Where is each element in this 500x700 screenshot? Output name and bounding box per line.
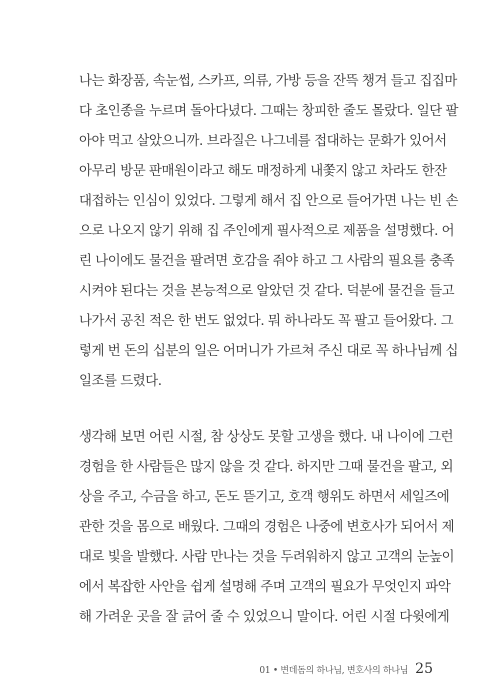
running-head: 01 • 변데돔의 하나님, 변호사의 하나님 <box>259 666 409 676</box>
text-line: 경험을 한 사람들은 많지 않을 것 같다. 하지만 그때 물건을 팔고, 외 <box>79 460 454 475</box>
text-line: 관한 것을 몸으로 배웠다. 그때의 경험은 나중에 변호사가 되어서 제 <box>79 520 455 535</box>
text-line: 나가서 공친 적은 한 번도 없었다. 뭐 하나라도 꼭 팔고 들어왔다. 그 <box>79 314 454 329</box>
text-line: 에서 복잡한 사안을 쉽게 설명해 주며 고객의 필요가 무엇인지 파악 <box>79 580 451 595</box>
text-line: 상을 주고, 수금을 하고, 돈도 뜯기고, 호객 행위도 하면서 세일즈에 <box>79 490 450 505</box>
text-line: 해 가려운 곳을 잘 긁어 줄 수 있었으니 말이다. 어린 시절 다윗에게 <box>79 610 450 625</box>
paragraph-1 <box>79 67 458 397</box>
text-line: 일조를 드렸다. <box>79 374 162 389</box>
text-line: 대로 빛을 발했다. 사람 만나는 것을 두려워하지 않고 고객의 눈높이 <box>79 550 455 565</box>
text-line: 렇게 번 돈의 십분의 일은 어머니가 가르쳐 주신 대로 꼭 하나님께 십 <box>79 344 458 359</box>
text-line: 다 초인종을 누르며 돌아다녔다. 그때는 창피한 줄도 몰랐다. 일단 팔 <box>79 104 458 119</box>
body-text <box>79 67 458 633</box>
text-line: 생각해 보면 어린 시절, 참 상상도 못할 고생을 했다. 내 나이에 그런 <box>79 430 454 445</box>
text-line: 시켜야 된다는 것을 본능적으로 알았던 것 같다. 덕분에 물건을 들고 <box>79 284 455 299</box>
text-line: 린 나이에도 물건을 팔려면 호감을 줘야 하고 그 사람의 필요를 충족 <box>79 254 455 269</box>
page-number: 25 <box>415 661 433 677</box>
text-line: 으로 나오지 않기 위해 집 주인에게 필사적으로 제품을 설명했다. 어 <box>79 224 455 239</box>
text-line: 나는 화장품, 속눈썹, 스카프, 의류, 가방 등을 잔뜩 챙겨 들고 집집마 <box>79 74 457 89</box>
page-footer <box>259 661 433 683</box>
text-line: 아무리 방문 판매원이라고 해도 매정하게 내쫓지 않고 차라도 한잔 <box>79 164 447 179</box>
text-line: 아야 먹고 살았으니까. 브라질은 나그네를 접대하는 문화가 있어서 <box>79 134 447 149</box>
text-line: 대접하는 인심이 있었다. 그렇게 해서 집 안으로 들어가면 나는 빈 손 <box>79 194 458 209</box>
paragraph-2 <box>79 423 455 633</box>
